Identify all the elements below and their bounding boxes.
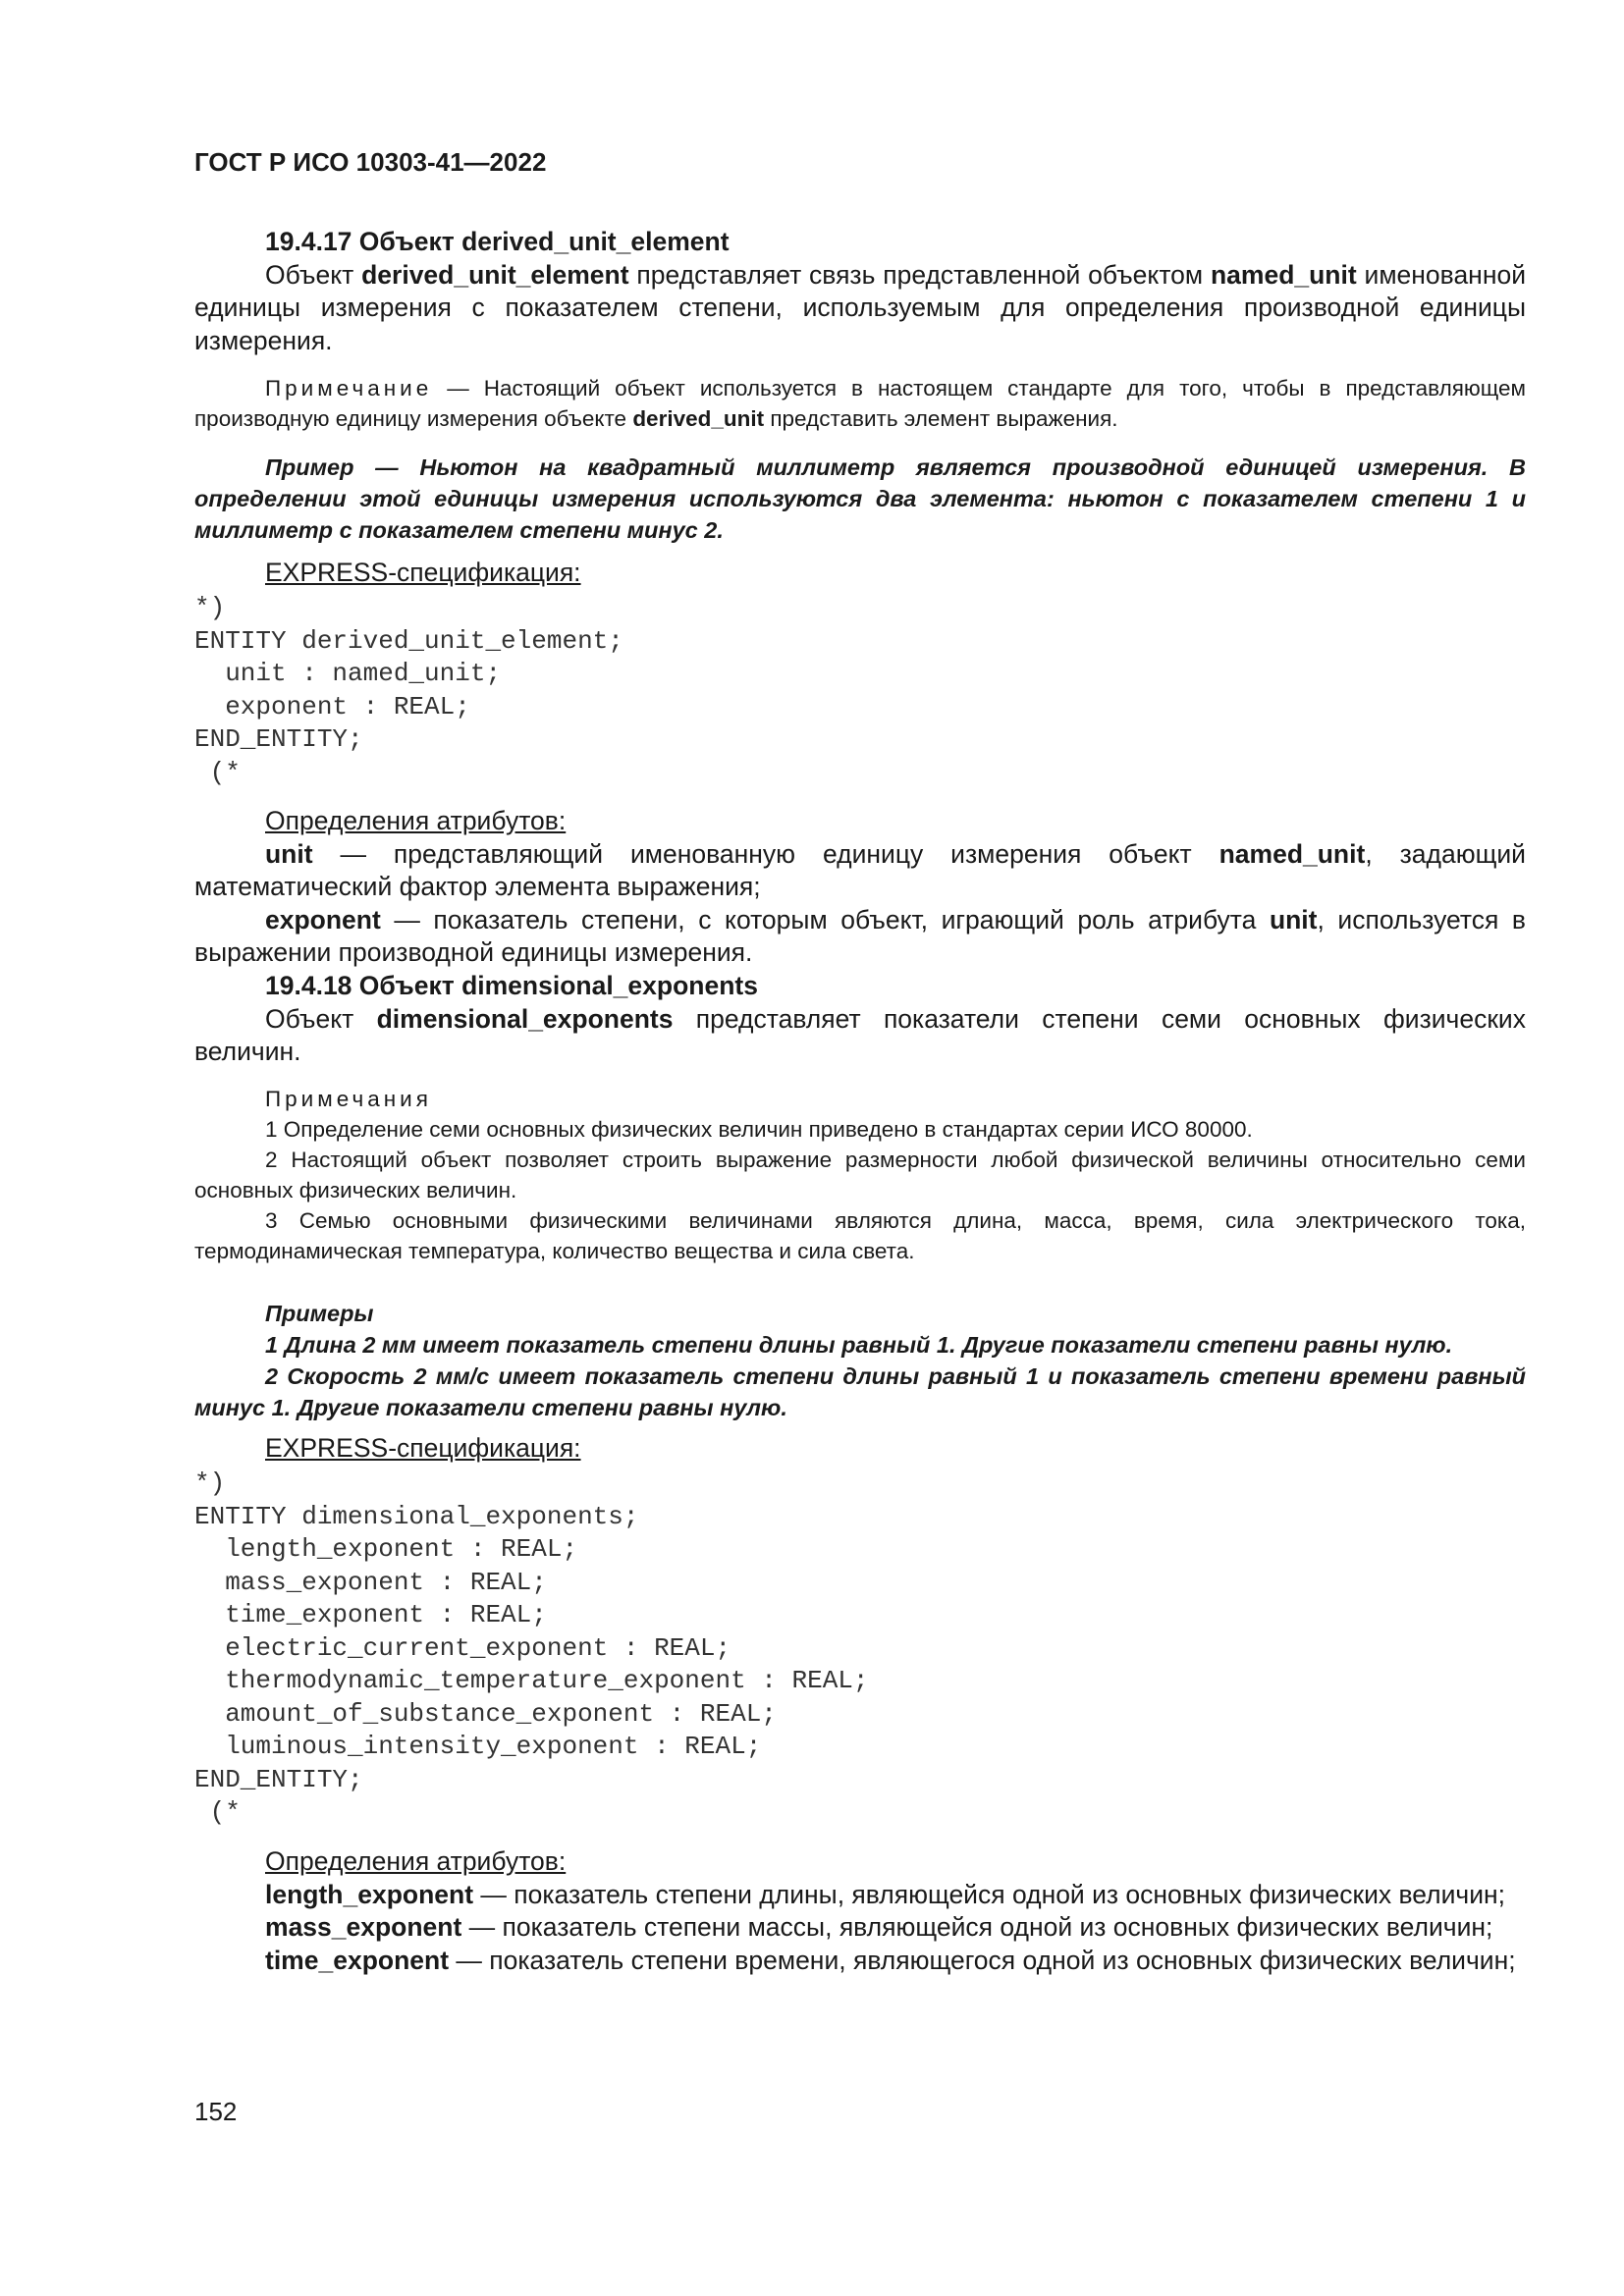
- express-code-block: [194, 1468, 1526, 1830]
- note-item: 3 Семью основными физическими величинами являются длина, масса, время, сила электрического тока, термодинамическая температура, количество вещества и сила света.: [194, 1208, 1526, 1263]
- code-line: time_exponent : REAL;: [194, 1600, 547, 1629]
- code-line: *): [194, 1468, 226, 1498]
- section-heading: 19.4.18 Объект dimensional_exponents: [265, 971, 758, 1000]
- code-line: thermodynamic_temperature_exponent : REAL;: [194, 1666, 869, 1695]
- example-item: 2 Скорость 2 мм/с имеет показатель степени длины равный 1 и показатель степени времени равный минус 1. Другие показатели степени равны нулю.: [194, 1363, 1526, 1420]
- note-label: Примечание: [265, 376, 433, 400]
- attribute-definitions: [194, 805, 1526, 970]
- code-line: amount_of_substance_exponent : REAL;: [194, 1698, 777, 1729]
- code-line: exponent : REAL;: [194, 691, 470, 721]
- notes-block: [194, 1084, 1526, 1266]
- code-line: (*: [194, 757, 241, 787]
- code-line: electric_current_exponent : REAL;: [194, 1632, 731, 1663]
- examples-label: Примеры: [265, 1301, 374, 1326]
- code-line: (*: [194, 1797, 241, 1827]
- section-intro: Объект derived_unit_element представляет связь представленной объектом named_unit именованной единицы измерения с показателем степени, используемым для определения производной единицы измерения.: [194, 259, 1526, 355]
- example-block: [194, 452, 1526, 546]
- code-line: luminous_intensity_exponent : REAL;: [194, 1732, 762, 1761]
- code-line: END_ENTITY;: [194, 724, 363, 754]
- section-intro: Объект dimensional_exponents представляет показатели степени семи основных физических величин.: [194, 1003, 1526, 1066]
- note-item: 1 Определение семи основных физических величин приведено в стандартах серии ИСО 80000.: [265, 1117, 1253, 1142]
- section-19-4-17: [194, 226, 1526, 357]
- express-label: EXPRESS-спецификация:: [265, 1433, 581, 1463]
- attr-mass-exponent: mass_exponent — показатель степени массы, являющейся одной из основных физических величин;: [265, 1912, 1493, 1942]
- section-19-4-18: [194, 970, 1526, 1069]
- note-text: Примечание — Настоящий объект используется в настоящем стандарте для того, чтобы в представляющем производную единицу измерения объекте derived_unit представить элемент выражения.: [194, 376, 1526, 431]
- examples-block: [194, 1298, 1526, 1423]
- code-line: unit : named_unit;: [194, 659, 502, 688]
- note-item: 2 Настоящий объект позволяет строить выражение размерности любой физической величины относительно семи основных физических величин.: [194, 1148, 1526, 1202]
- section-heading: 19.4.17 Объект derived_unit_element: [265, 227, 730, 256]
- express-code-block: [194, 592, 1526, 789]
- attr-time-exponent: time_exponent — показатель степени времени, являющегося одной из основных физических величин;: [265, 1945, 1516, 1975]
- express-label: EXPRESS-спецификация:: [265, 558, 581, 587]
- code-line: ENTITY derived_unit_element;: [194, 625, 623, 656]
- document-header: ГОСТ Р ИСО 10303-41—2022: [194, 147, 547, 177]
- note-block: [194, 373, 1526, 434]
- attr-label: Определения атрибутов:: [265, 806, 567, 835]
- attr-length-exponent: length_exponent — показатель степени длины, являющейся одной из основных физических величин;: [265, 1879, 1506, 1909]
- example-item: 1 Длина 2 мм имеет показатель степени длины равный 1. Другие показатели степени равны нулю.: [265, 1332, 1453, 1358]
- example-text: Пример — Ньютон на квадратный миллиметр является производной единицей измерения. В определении этой единицы измерения используются два элемента: ньютон с показателем степени 1 и миллиметр с показателем степени минус 2.: [194, 454, 1526, 543]
- code-line: ENTITY dimensional_exponents;: [194, 1501, 639, 1531]
- attribute-definitions: [194, 1845, 1526, 1977]
- notes-label: Примечания: [265, 1087, 432, 1111]
- attr-unit: unit — представляющий именованную единицу измерения объект named_unit, задающий математический фактор элемента выражения;: [194, 838, 1526, 901]
- code-line: length_exponent : REAL;: [194, 1534, 578, 1564]
- attr-label: Определения атрибутов:: [265, 1846, 567, 1876]
- page-number: 152: [194, 2097, 238, 2126]
- code-line: *): [194, 593, 226, 622]
- code-line: mass_exponent : REAL;: [194, 1567, 547, 1597]
- code-line: END_ENTITY;: [194, 1764, 363, 1794]
- attr-exponent: exponent — показатель степени, с которым объект, играющий роль атрибута unit, используется в выражении производной единицы измерения.: [194, 904, 1526, 967]
